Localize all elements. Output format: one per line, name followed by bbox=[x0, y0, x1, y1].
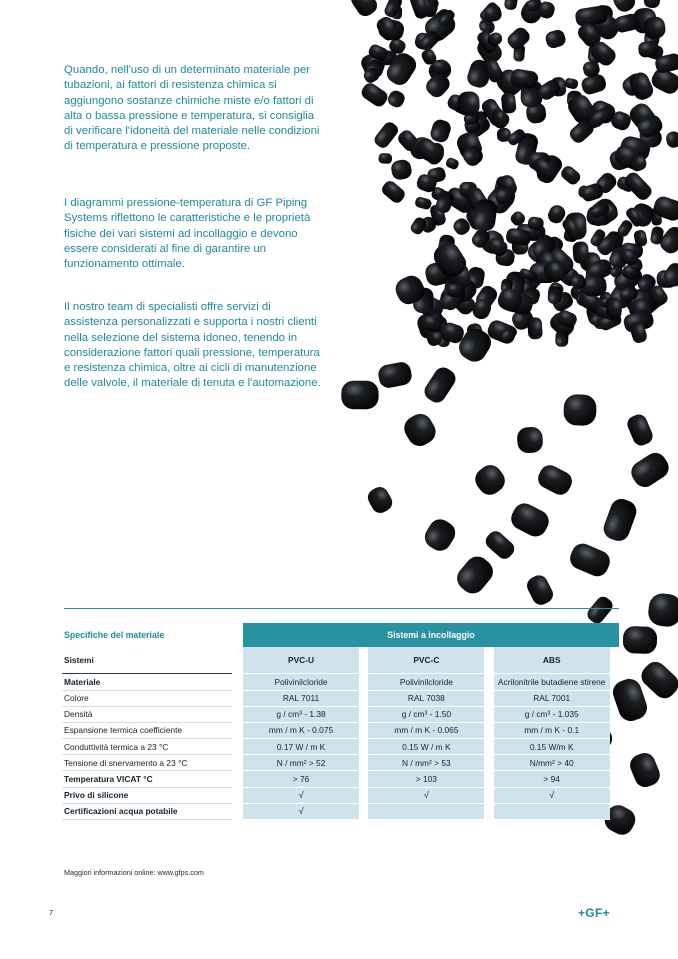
pellet-shape bbox=[625, 412, 655, 448]
pellet-shape bbox=[501, 92, 517, 114]
row-label: Colore bbox=[62, 690, 232, 706]
pellet-shape bbox=[623, 626, 658, 654]
cell: g / cm³ - 1.38 bbox=[243, 706, 359, 722]
section-divider bbox=[64, 608, 619, 609]
material-spec-table bbox=[62, 623, 619, 820]
row-label: Certificazioni acqua potabile bbox=[62, 803, 232, 819]
pellet-shape bbox=[379, 179, 407, 206]
pellet-shape bbox=[372, 120, 401, 151]
table-row bbox=[62, 706, 619, 722]
pellet-shape bbox=[421, 364, 459, 406]
pellet-shape bbox=[665, 130, 678, 149]
cell: Polivinilcloride bbox=[243, 673, 359, 690]
cell: RAL 7038 bbox=[368, 690, 484, 706]
pellet-shape bbox=[567, 540, 614, 579]
pellet-shape bbox=[507, 500, 552, 541]
pellet-shape bbox=[544, 28, 567, 50]
table-row bbox=[62, 771, 619, 787]
more-info-link-text: Maggiori informazioni online: www.gfps.com bbox=[64, 868, 204, 877]
cell: ˃ 94 bbox=[494, 771, 610, 787]
intro-paragraph-3: Il nostro team di specialisti offre servizi di assistenza personalizzati e supporta i nostri clienti nella selezione del sistema idoneo, tenendo in considerazione fattori quali pressione, temperatura e resistenza chimica, oltre ai cicli di manutenzione delle valvole, il materiale di tenuta e l'automazione. bbox=[64, 301, 321, 390]
cell: Polivinilcloride bbox=[368, 673, 484, 690]
table-title: Specifiche del materiale bbox=[64, 630, 165, 640]
table-row bbox=[62, 690, 619, 706]
row-label: Privo di silicone bbox=[62, 787, 232, 803]
check-icon: √ bbox=[243, 803, 359, 819]
table-row bbox=[62, 739, 619, 755]
pellet-shape bbox=[527, 317, 543, 340]
column-header: PVC-U bbox=[243, 647, 359, 673]
cell bbox=[494, 803, 610, 819]
pellet-shape bbox=[555, 330, 568, 347]
row-label: Densità bbox=[62, 706, 232, 722]
intro-paragraph-2: I diagrammi pressione-temperatura di GF Piping Systems riflettono le caratteristiche e le proprietà fisiche dei vari sistemi ad incollaggio e devono essere considerati al fine di garantire un funzionamento ottimale. bbox=[64, 197, 311, 271]
pellet-shape bbox=[471, 461, 510, 500]
pellet-shape bbox=[505, 25, 533, 52]
pellet-shape bbox=[601, 496, 640, 544]
pellet-shape bbox=[483, 528, 518, 562]
pellet-shape bbox=[572, 241, 589, 264]
pellet-shape bbox=[535, 462, 576, 498]
cell: mm / m K - 0.065 bbox=[368, 722, 484, 738]
intro-paragraph-1: Quando, nell'uso di un determinato materiale per tubazioni, ai fattori di resistenza chimica si aggiungono sostanze chimiche miste e/o fattori di alta o bassa pressione e temperatura, si consiglia di verificare l'idoneità del materiale nelle condizioni di temperatura e pressione proposte. bbox=[64, 64, 320, 153]
gf-logo: +GF+ bbox=[578, 906, 610, 920]
cell: 0.17 W / m K bbox=[243, 739, 359, 755]
pellet-shape bbox=[414, 196, 432, 210]
cell: RAL 7011 bbox=[243, 690, 359, 706]
cell: Acrilonitrile butadiene stirene bbox=[494, 673, 610, 690]
cell: 0.15 W / m K bbox=[368, 739, 484, 755]
pellet-shape bbox=[421, 515, 460, 555]
pellet-shape bbox=[378, 153, 392, 164]
pellet-shape bbox=[365, 484, 396, 516]
pellet-shape bbox=[559, 164, 583, 187]
row-label: Espansione termica coefficiente bbox=[62, 722, 232, 738]
cell: g / cm³ - 1.035 bbox=[494, 706, 610, 722]
pellet-shape bbox=[348, 0, 381, 19]
pellet-shape bbox=[386, 89, 407, 110]
pellet-shape bbox=[643, 0, 661, 9]
check-icon: √ bbox=[243, 787, 359, 803]
cell: RAL 7001 bbox=[494, 690, 610, 706]
pellet-shape bbox=[647, 592, 678, 628]
check-icon: √ bbox=[494, 787, 610, 803]
column-header: PVC-C bbox=[368, 647, 484, 673]
table-row bbox=[62, 722, 619, 738]
systems-label: Sistemi bbox=[62, 647, 232, 673]
row-label: Conduttività termica a 23 °C bbox=[62, 739, 232, 755]
row-label: Materiale bbox=[62, 673, 232, 690]
group-header: Sistemi a incollaggio bbox=[243, 623, 619, 647]
table-row bbox=[62, 787, 619, 803]
pellet-shape bbox=[452, 552, 498, 599]
pellet-shape bbox=[627, 449, 673, 492]
pellet-shape bbox=[563, 394, 597, 426]
pellet-shape bbox=[627, 750, 663, 791]
pellet-shape bbox=[581, 275, 607, 297]
cell bbox=[368, 803, 484, 819]
check-icon: √ bbox=[368, 787, 484, 803]
pellet-shape bbox=[504, 0, 519, 11]
table-row bbox=[62, 803, 619, 819]
page-number: 7 bbox=[49, 908, 54, 917]
cell: N/mm² ˃ 40 bbox=[494, 755, 610, 771]
pellet-shape bbox=[547, 286, 562, 304]
cell: ˃ 76 bbox=[243, 771, 359, 787]
pellet-shape bbox=[585, 594, 616, 626]
pellet-shape bbox=[377, 360, 414, 389]
pellet-shape bbox=[446, 283, 463, 297]
table-row bbox=[62, 673, 619, 690]
pellet-shape bbox=[390, 158, 413, 181]
pellet-shape bbox=[516, 426, 543, 454]
cell: 0.15 W/m K bbox=[494, 739, 610, 755]
pellet-shape bbox=[400, 409, 440, 450]
cell: g / cm³ - 1.50 bbox=[368, 706, 484, 722]
pellet-shape bbox=[341, 381, 378, 410]
pellet-shape bbox=[429, 118, 453, 144]
pellet-shape bbox=[445, 156, 460, 170]
row-label: Tensione di snervamento a 23 °C bbox=[62, 755, 232, 771]
pellet-shape bbox=[564, 77, 579, 89]
cell: mm / m K - 0.1 bbox=[494, 722, 610, 738]
cell: mm / m K - 0.075 bbox=[243, 722, 359, 738]
pellet-shape bbox=[457, 91, 480, 116]
cell: N / mm² ˃ 52 bbox=[243, 755, 359, 771]
pellet-shape bbox=[359, 80, 390, 109]
pellet-shape bbox=[610, 0, 639, 15]
cell: N / mm² ˃ 53 bbox=[368, 755, 484, 771]
table-row bbox=[62, 755, 619, 771]
pellet-shape bbox=[524, 572, 556, 608]
column-header: ABS bbox=[494, 647, 610, 673]
row-label: Temperatura VICAT °C bbox=[62, 771, 232, 787]
pellet-shape bbox=[627, 70, 656, 103]
cell: ˃ 103 bbox=[368, 771, 484, 787]
